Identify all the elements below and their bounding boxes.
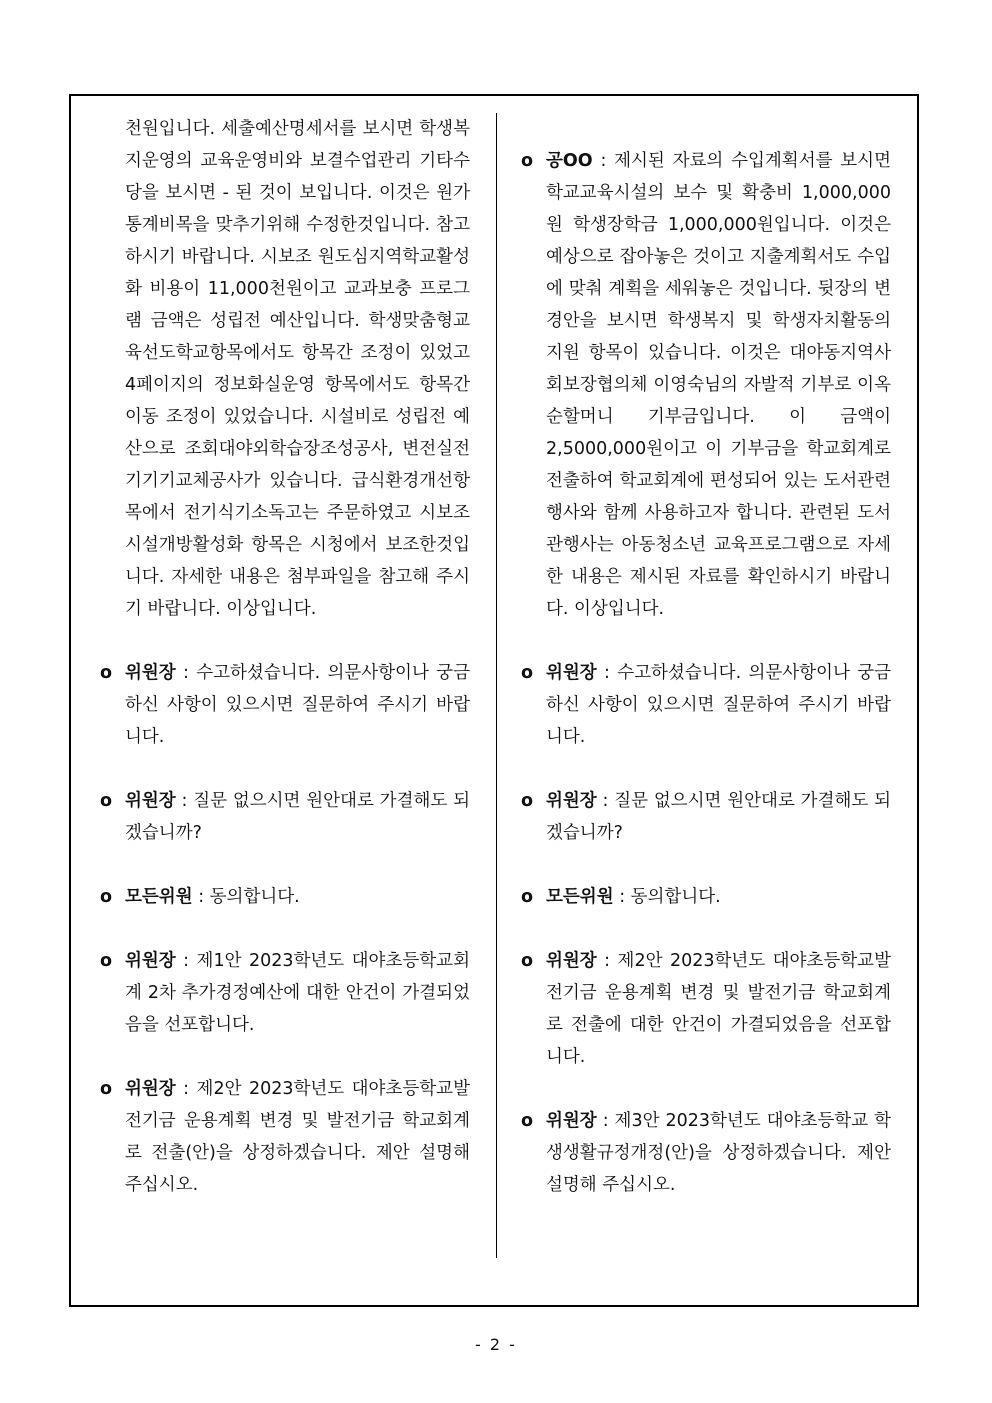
- bullet-marker: o: [100, 887, 113, 907]
- minutes-entry: [521, 1105, 891, 1201]
- entry-text: : 제3안 2023학년도 대야초등학교 학생생활규정개정(안)을 상정하겠습니다. 제안 설명해 주십시오.: [546, 1111, 891, 1195]
- bullet-marker: o: [521, 151, 534, 171]
- bullet-marker: o: [100, 951, 113, 971]
- minutes-entry: [521, 657, 891, 753]
- speaker-name: 위원장: [125, 663, 176, 683]
- bullet-marker: o: [100, 791, 113, 811]
- speaker-name: 위원장: [125, 1079, 176, 1099]
- page-number: - 2 -: [475, 1335, 517, 1354]
- bullet-marker: o: [521, 1111, 534, 1131]
- entry-text: : 수고하셨습니다. 의문사항이나 궁금하신 사항이 있으시면 질문하여 주시기 바랍니다.: [125, 663, 470, 747]
- speaker-name: 위원장: [546, 1111, 597, 1131]
- entry-text: : 제1안 2023학년도 대야초등학교회계 2차 추가경정예산에 대한 안건이 가결되었음을 선포합니다.: [125, 951, 470, 1035]
- entry-text: : 질문 없으시면 원안대로 가결해도 되겠습니까?: [546, 791, 891, 843]
- left-column: [100, 113, 470, 1201]
- speaker-name: 위원장: [546, 791, 597, 811]
- column-divider: [496, 113, 497, 1258]
- speaker-name: 위원장: [546, 663, 597, 683]
- bullet-marker: o: [100, 663, 113, 683]
- right-column: [521, 113, 891, 1201]
- minutes-entry: [521, 145, 891, 625]
- bullet-marker: o: [100, 1079, 113, 1099]
- entry-text: : 제2안 2023학년도 대야초등학교발전기금 운용계획 변경 및 발전기금 학교회계로 전출에 대한 안건이 가결되었음을 선포합니다.: [546, 951, 891, 1067]
- minutes-entry: [100, 945, 470, 1041]
- speaker-name: 모든위원: [125, 887, 193, 907]
- bullet-marker: o: [521, 663, 534, 683]
- entry-text: : 제시된 자료의 수입계획서를 보시면 학교교육시설의 보수 및 확충비 1,000,000원 학생장학금 1,000,000원입니다. 이것은 예상으로 잡아놓은 것이고 지출계획서도 수입에 맞춰 계획을 세워놓은 것입니다. 뒷장의 변경안을 보시면 학생복지 및 학생자치활동의 지원 항목이 있습니다. 이것은 대야동지역사회보장협의체 이영숙님의 자발적 기부로 이옥순할머니 기부금입니다. 이 금액이 2,5000,000원이고 이 기부금을 학교회계로 전출하여 학교회계에 편성되어 있는 도서관련행사와 함께 사용하고자 합니다. 관련된 도서관행사는 아동청소년 교육프로그램으로 자세한 내용은 제시된 자료를 확인하시기 바랍니다. 이상입니다.: [546, 151, 891, 619]
- entry-text: : 수고하셨습니다. 의문사항이나 궁금하신 사항이 있으시면 질문하여 주시기 바랍니다.: [546, 663, 891, 747]
- bullet-marker: o: [521, 791, 534, 811]
- entry-text: : 질문 없으시면 원안대로 가결해도 되겠습니까?: [125, 791, 470, 843]
- minutes-entry: [100, 785, 470, 849]
- speaker-name: 위원장: [125, 951, 176, 971]
- speaker-name: 모든위원: [546, 887, 614, 907]
- continued-paragraph: 천원입니다. 세출예산명세서를 보시면 학생복지운영의 교육운영비와 보결수업관리 기타수당을 보시면 - 된 것이 보입니다. 이것은 원가통계비목을 맞추기위해 수정한것입니다. 참고하시기 바랍니다. 시보조 원도심지역학교활성화 비용이 11,000천원이고 교과보충 프로그램 금액은 성립전 예산입니다. 학생맞춤형교육선도학교항목에서도 항목간 조정이 있었고 4페이지의 정보화실운영 항목에서도 항목간 이동 조정이 있었습니다. 시설비로 성립전 예산으로 조회대야외학습장조성공사, 변전실전기기기교체공사가 있습니다. 급식환경개선항목에서 전기식기소독고는 주문하였고 시보조 시설개방활성화 항목은 시청에서 보조한것입니다. 자세한 내용은 첨부파일을 참고해 주시기 바랍니다. 이상입니다.: [125, 119, 470, 619]
- minutes-entry: [100, 1073, 470, 1201]
- entry-text: : 동의합니다.: [613, 887, 721, 907]
- bullet-marker: o: [521, 887, 534, 907]
- entry-text: : 제2안 2023학년도 대야초등학교발전기금 운용계획 변경 및 발전기금 학교회계로 전출(안)을 상정하겠습니다. 제안 설명해 주십시오.: [125, 1079, 470, 1195]
- minutes-entry: [100, 657, 470, 753]
- speaker-name: 위원장: [125, 791, 176, 811]
- bullet-marker: o: [521, 951, 534, 971]
- minutes-entry: [521, 785, 891, 849]
- minutes-entry: [100, 881, 470, 913]
- speaker-name: 위원장: [546, 951, 597, 971]
- speaker-name: 공OO: [546, 151, 593, 171]
- minutes-entry: [521, 945, 891, 1073]
- entry-text: : 동의합니다.: [192, 887, 300, 907]
- minutes-entry: [521, 881, 891, 913]
